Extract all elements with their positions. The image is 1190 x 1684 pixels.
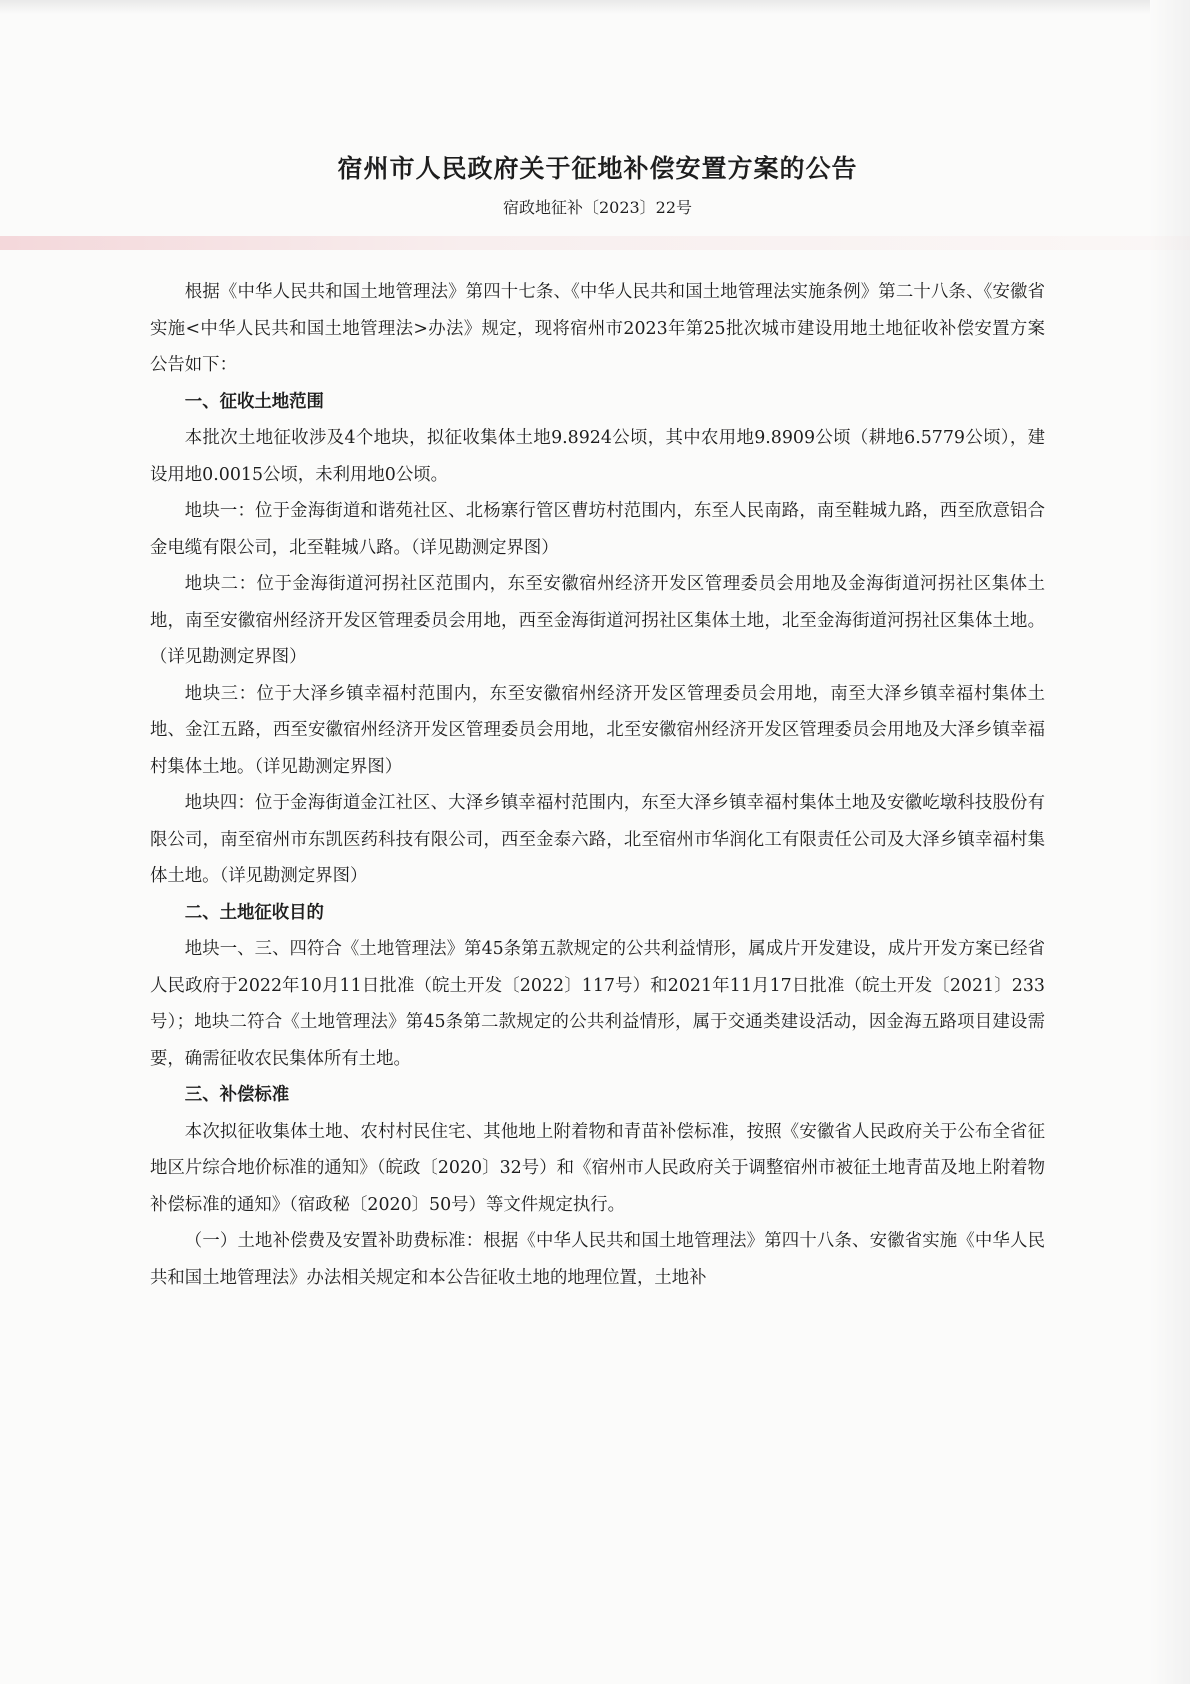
compensation-subsection-1: （一）土地补偿费及安置补助费标准：根据《中华人民共和国土地管理法》第四十八条、安徽省实施《中华人民共和国土地管理法》办法相关规定和本公告征收土地的地理位置，土地补: [150, 1231, 1045, 1288]
plot-4-paragraph: 地块四：位于金海街道金江社区、大泽乡镇幸福村范围内，东至大泽乡镇幸福村集体土地及安徽屹墩科技股份有限公司，南至宿州市东凯医药科技有限公司，西至金泰六路，北至宿州市华润化工有限责任公司及大泽乡镇幸福村集体土地。（详见勘测定界图）: [150, 793, 1045, 886]
document-number: 宿政地征补〔2023〕22号: [502, 198, 693, 217]
document-content: [150, 150, 1045, 1296]
document-title: 宿州市人民政府关于征地补偿安置方案的公告: [337, 154, 858, 183]
purpose-paragraph: 地块一、三、四符合《土地管理法》第45条第五款规定的公共利益情形，属成片开发建设，成片开发方案已经省人民政府于2022年10月11日批准（皖土开发〔2022〕117号）和2021年11月17日批准（皖土开发〔2021〕233号）；地块二符合《土地管理法》第45条第二款规定的公共利益情形，属于交通类建设活动，因金海五路项目建设需要，确需征收农民集体所有土地。: [150, 939, 1045, 1069]
section-heading-scope: 一、征收土地范围: [184, 391, 324, 412]
scan-right-edge: [1150, 0, 1190, 1684]
section-heading-purpose: 二、土地征收目的: [184, 902, 324, 923]
section-heading-compensation: 三、补偿标准: [184, 1085, 290, 1105]
scan-top-edge: [0, 0, 1190, 14]
scope-summary: 本批次土地征收涉及4个地块，拟征收集体土地9.8924公顷，其中农用地9.8909公顷（耕地6.5779公顷），建设用地0.0015公顷，未利用地0公顷。: [150, 428, 1045, 485]
plot-3-paragraph: 地块三：位于大泽乡镇幸福村范围内，东至安徽宿州经济开发区管理委员会用地，南至大泽乡镇幸福村集体土地、金江五路，西至安徽宿州经济开发区管理委员会用地，北至安徽宿州经济开发区管理委员会用地及大泽乡镇幸福村集体土地。（详见勘测定界图）: [150, 683, 1045, 777]
intro-paragraph: 根据《中华人民共和国土地管理法》第四十七条、《中华人民共和国土地管理法实施条例》第二十八条、《安徽省实施<中华人民共和国土地管理法>办法》规定，现将宿州市2023年第25批次城市建设用地土地征收补偿安置方案公告如下：: [150, 282, 1045, 375]
plot-1-paragraph: 地块一：位于金海街道和谐苑社区、北杨寨行管区曹坊村范围内，东至人民南路，南至鞋城九路，西至欣意铝合金电缆有限公司，北至鞋城八路。（详见勘测定界图）: [150, 501, 1045, 558]
plot-2-paragraph: 地块二：位于金海街道河拐社区范围内，东至安徽宿州经济开发区管理委员会用地及金海街道河拐社区集体土地，南至安徽宿州经济开发区管理委员会用地，西至金海街道河拐社区集体土地，北至金海街道河拐社区集体土地。（详见勘测定界图）: [150, 574, 1045, 667]
document-body: [150, 274, 1045, 1296]
compensation-paragraph: 本次拟征收集体土地、农村村民住宅、其他地上附着物和青苗补偿标准，按照《安徽省人民政府关于公布全省征地区片综合地价标准的通知》（皖政〔2020〕32号）和《宿州市人民政府关于调整宿州市被征土地青苗及地上附着物补偿标准的通知》（宿政秘〔2020〕50号）等文件规定执行。: [150, 1121, 1045, 1215]
